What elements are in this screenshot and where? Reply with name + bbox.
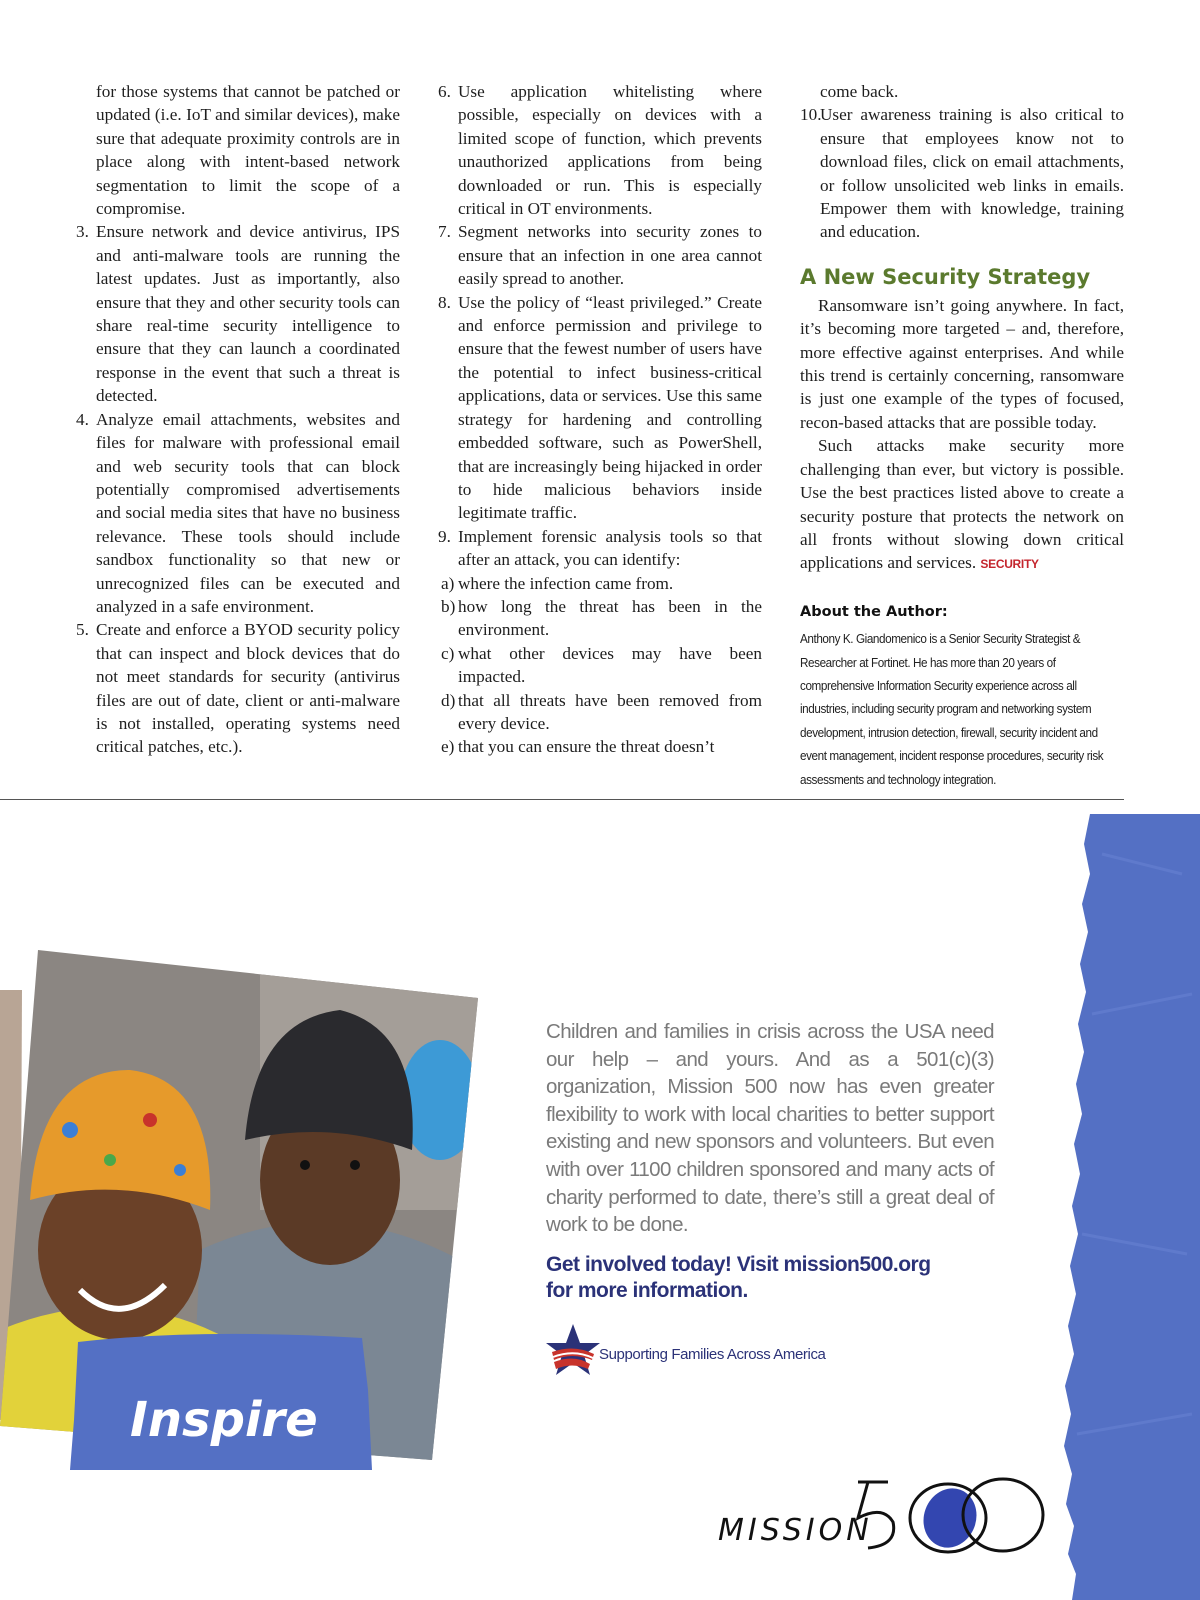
sublist-item xyxy=(438,735,762,758)
numbered-list xyxy=(438,80,762,572)
list-item xyxy=(76,220,400,407)
sublist-letter: a) xyxy=(441,573,455,593)
list-item xyxy=(438,80,762,220)
list-number: 10. xyxy=(800,105,822,125)
list-number: 8. xyxy=(438,292,451,312)
numbered-list xyxy=(800,103,1124,243)
sublist-item-text: that all threats have been removed from every device. xyxy=(458,690,762,733)
cta-line-2: for more information. xyxy=(546,1279,748,1302)
sublist-item-text: what other devices may have been impacted. xyxy=(458,643,762,687)
list-item-2-continuation: for those systems that cannot be patched or updated (i.e. IoT and similar devices), make sure that adequate proximity controls are in place along with intent-based network segmentation to limit the scope of a compromise. xyxy=(96,82,400,219)
list-item xyxy=(800,103,1124,243)
list-number: 7. xyxy=(438,222,451,242)
sublist-item-text: where the infection came from. xyxy=(458,573,674,593)
section-heading: A New Security Strategy xyxy=(800,264,1091,289)
sublist-item-e-continuation: come back. xyxy=(820,82,899,101)
sublist-letter: e) xyxy=(441,737,455,757)
torn-paper-blue-strip xyxy=(1062,814,1200,1600)
cta-line-1: Get involved today! Visit mission500.org xyxy=(546,1253,931,1276)
about-author-heading: About the Author: xyxy=(800,603,948,620)
sublist-item xyxy=(438,642,762,689)
sublist-letter: d) xyxy=(441,690,456,710)
sublist-letter: b) xyxy=(441,596,456,616)
ad-body-text: Children and families in crisis across the USA need our help – and yours. And as a 501(c)(3) organization, Mission 500 now has even greater flexibility to work with local charities to better support existing and new sponsors and volunteers. But even with over 1100 children sponsored and many acts of charity performed to date, there’s still a great deal of work to be done. xyxy=(546,1020,994,1237)
list-item-text: Ensure network and device antivirus, IPS and anti-malware tools are running the latest updates. Just as importantly, also ensure that they and other security tools can share real-time security intelligence to ensure that they can launch a coordinated response in the event that such a threat is detected. xyxy=(96,222,400,406)
list-item xyxy=(76,408,400,619)
sublist-item xyxy=(438,595,762,642)
sublist-item xyxy=(438,572,762,595)
lettered-sublist xyxy=(438,572,762,759)
list-item-text: Analyze email attachments, websites and files for malware with professional email and web security tools that can block potentially compromised advertisements and social media sites that have no business relevance. These tools should include sandbox functionality so that new or unrecognized files can be executed and analyzed in a safe environment. xyxy=(96,409,400,616)
list-number: 5. xyxy=(76,620,89,640)
paragraph-text: Such attacks make security more challenging than ever, but victory is possible. Use the best practices listed above to create a security posture that protects the network on all fronts without slowing down critical applications and services. xyxy=(800,436,1124,573)
sublist-item xyxy=(438,689,762,736)
list-item xyxy=(76,618,400,758)
sublist-letter: c) xyxy=(441,643,455,663)
sublist-item-text: how long the threat has been in the environment. xyxy=(458,596,762,640)
list-number: 3. xyxy=(76,222,89,242)
mission500-advertisement xyxy=(0,800,1200,1600)
paragraph xyxy=(800,434,1124,576)
article-column-3 xyxy=(800,80,1124,792)
list-item xyxy=(438,291,762,525)
call-to-action xyxy=(546,1252,986,1304)
sublist-item-text: that you can ensure the threat doesn’t xyxy=(458,737,715,757)
end-mark: SECURITY xyxy=(980,557,1039,572)
star-flag-icon xyxy=(544,1322,602,1380)
author-bio: Anthony K. Giandomenico is a Senior Security Strategist & Researcher at Fortinet. He has more than 20 years of comprehensive Information Security experience across all industries, including security program and networking system development, intrusion detection, firewall, security incident and event management, incident response procedures, security risk assessments and technology integration. xyxy=(800,632,1104,787)
article-column-2 xyxy=(438,80,762,759)
children-photo xyxy=(0,950,480,1470)
list-number: 6. xyxy=(438,82,451,101)
list-item-text: Use application whitelisting where possible, especially on devices with a limited scope of function, which prevents unauthorized applications from being downloaded or run. This is especially critical in OT environments. xyxy=(458,82,762,219)
list-item xyxy=(438,525,762,572)
svg-text:MISSION: MISSION xyxy=(718,1513,873,1548)
numbered-list xyxy=(76,220,400,758)
list-item-text: User awareness training is also critical to ensure that employees know not to download files, click on email attachments, or follow unsolicited web links in emails. Empower them with knowledge, training and education. xyxy=(820,105,1124,242)
paragraph: Ransomware isn’t going anywhere. In fact, it’s becoming more targeted – and, therefore, more effective against enterprises. And while this trend is certainly concerning, ransomware is just one example of the types of focused, recon-based attacks that are possible today. xyxy=(800,295,1124,432)
tagline-text: Supporting Families Across America xyxy=(599,1346,826,1363)
tagline xyxy=(544,1322,864,1382)
list-item xyxy=(438,220,762,290)
list-item-text: Implement forensic analysis tools so that after an attack, you can identify: xyxy=(458,526,762,570)
list-item-text: Segment networks into security zones to ensure that an infection in one area cannot easily spread to another. xyxy=(458,222,762,289)
list-number: 9. xyxy=(438,526,451,546)
list-number: 4. xyxy=(76,409,89,429)
list-item-text: Use the policy of “least privileged.” Create and enforce permission and privilege to ensure that the fewest number of users have the potential to infect business-critical applications, data or services. Use this same strategy for hardening and controlling embedded software, such as PowerShell, that are increasingly being hijacked in order to hide malicious behaviors inside legitimate traffic. xyxy=(458,292,762,523)
mission500-logo xyxy=(718,1460,1048,1560)
inspire-caption: Inspire xyxy=(130,1392,318,1448)
list-item-text: Create and enforce a BYOD security policy that can inspect and block devices that do not meet standards for security (antivirus files are out of date, client or anti-malware is not installed, operating systems need critical patches, etc.). xyxy=(96,620,400,757)
article-column-1 xyxy=(76,80,400,759)
